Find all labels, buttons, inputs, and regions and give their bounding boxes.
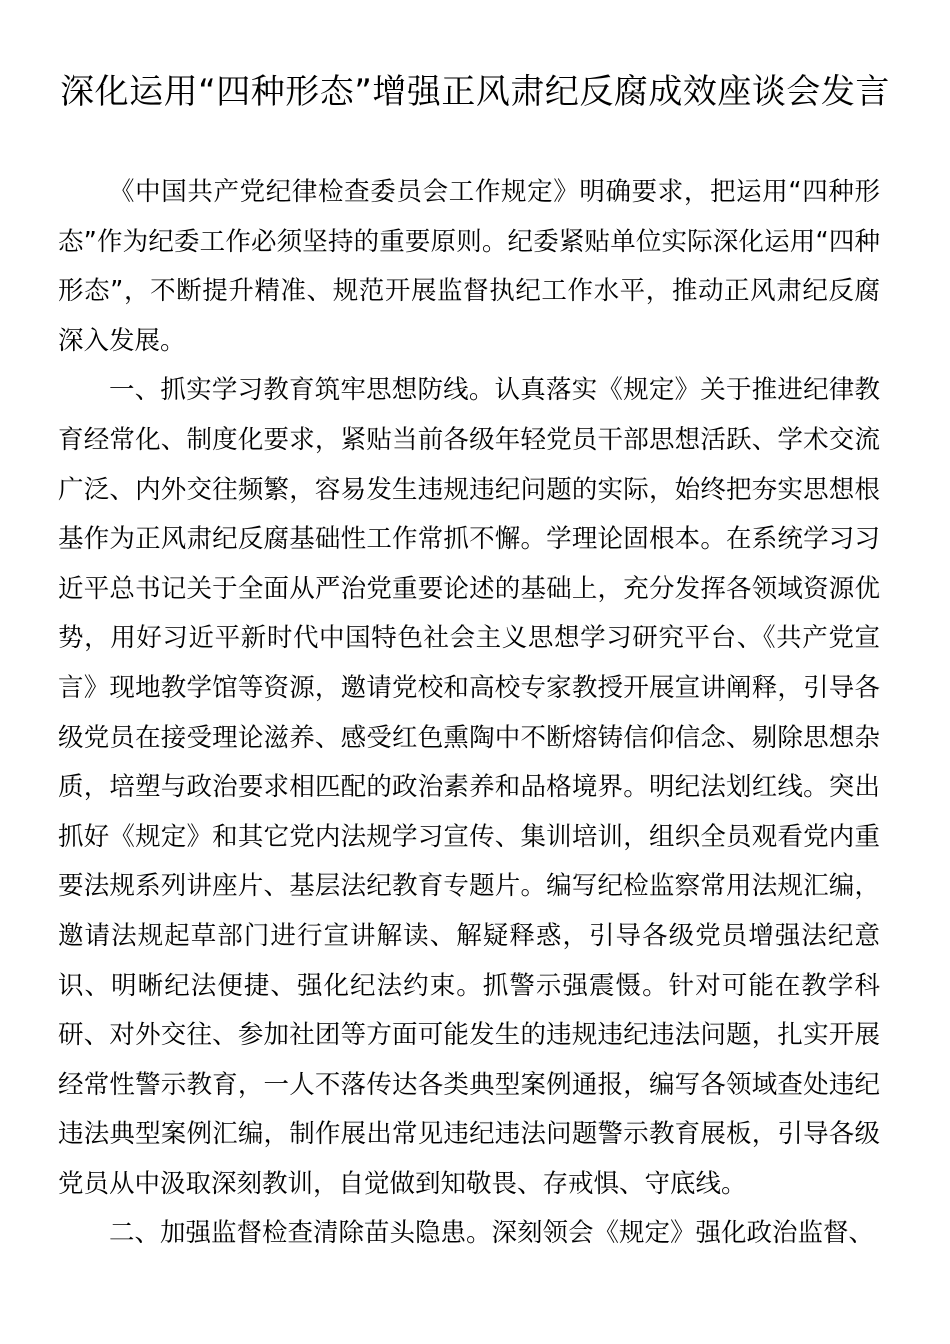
document-body bbox=[58, 168, 880, 1259]
paragraph-intro: 《中国共产党纪律检查委员会工作规定》明确要求，把运用“四种形态”作为纪委工作必须坚持的重要原则。纪委紧贴单位实际深化运用“四种形态”，不断提升精准、规范开展监督执纪工作水平，推动正风肃纪反腐深入发展。 bbox=[58, 177, 880, 356]
document-title: 深化运用“四种形态”增强正风肃纪反腐成效座谈会发言 bbox=[60, 72, 890, 112]
paragraph-section-one: 一、抓实学习教育筑牢思想防线。认真落实《规定》关于推进纪律教育经常化、制度化要求，紧贴当前各级年轻党员干部思想活跃、学术交流广泛、内外交往频繁，容易发生违规违纪问题的实际，始终把夯实思想根基作为正风肃纪反腐基础性工作常抓不懈。学理论固根本。在系统学习习近平总书记关于全面从严治党重要论述的基础上，充分发挥各领域资源优势，用好习近平新时代中国特色社会主义思想学习研究平台、《共产党宣言》现地教学馆等资源，邀请党校和高校专家教授开展宣讲阐释，引导各级党员在接受理论滋养、感受红色熏陶中不断熔铸信仰信念、剔除思想杂质，培塑与政治要求相匹配的政治素养和品格境界。明纪法划红线。突出抓好《规定》和其它党内法规学习宣传、集训培训，组织全员观看党内重要法规系列讲座片、基层法纪教育专题片。编写纪检监察常用法规汇编，邀请法规起草部门进行宣讲解读、解疑释惑，引导各级党员增强法纪意识、明晰纪法便捷、强化纪法约束。抓警示强震慑。针对可能在教学科研、对外交往、参加社团等方面可能发生的违规违纪违法问题，扎实开展经常性警示教育，一人不落传达各类典型案例通报，编写各领域查处违纪违法典型案例汇编，制作展出常见违纪违法问题警示教育展板，引导各级党员从中汲取深刻教训，自觉做到知敬畏、存戒惧、守底线。 bbox=[58, 375, 880, 1199]
paragraph-section-two: 二、加强监督检查清除苗头隐患。深刻领会《规定》强化政治监督、 bbox=[109, 1218, 875, 1249]
